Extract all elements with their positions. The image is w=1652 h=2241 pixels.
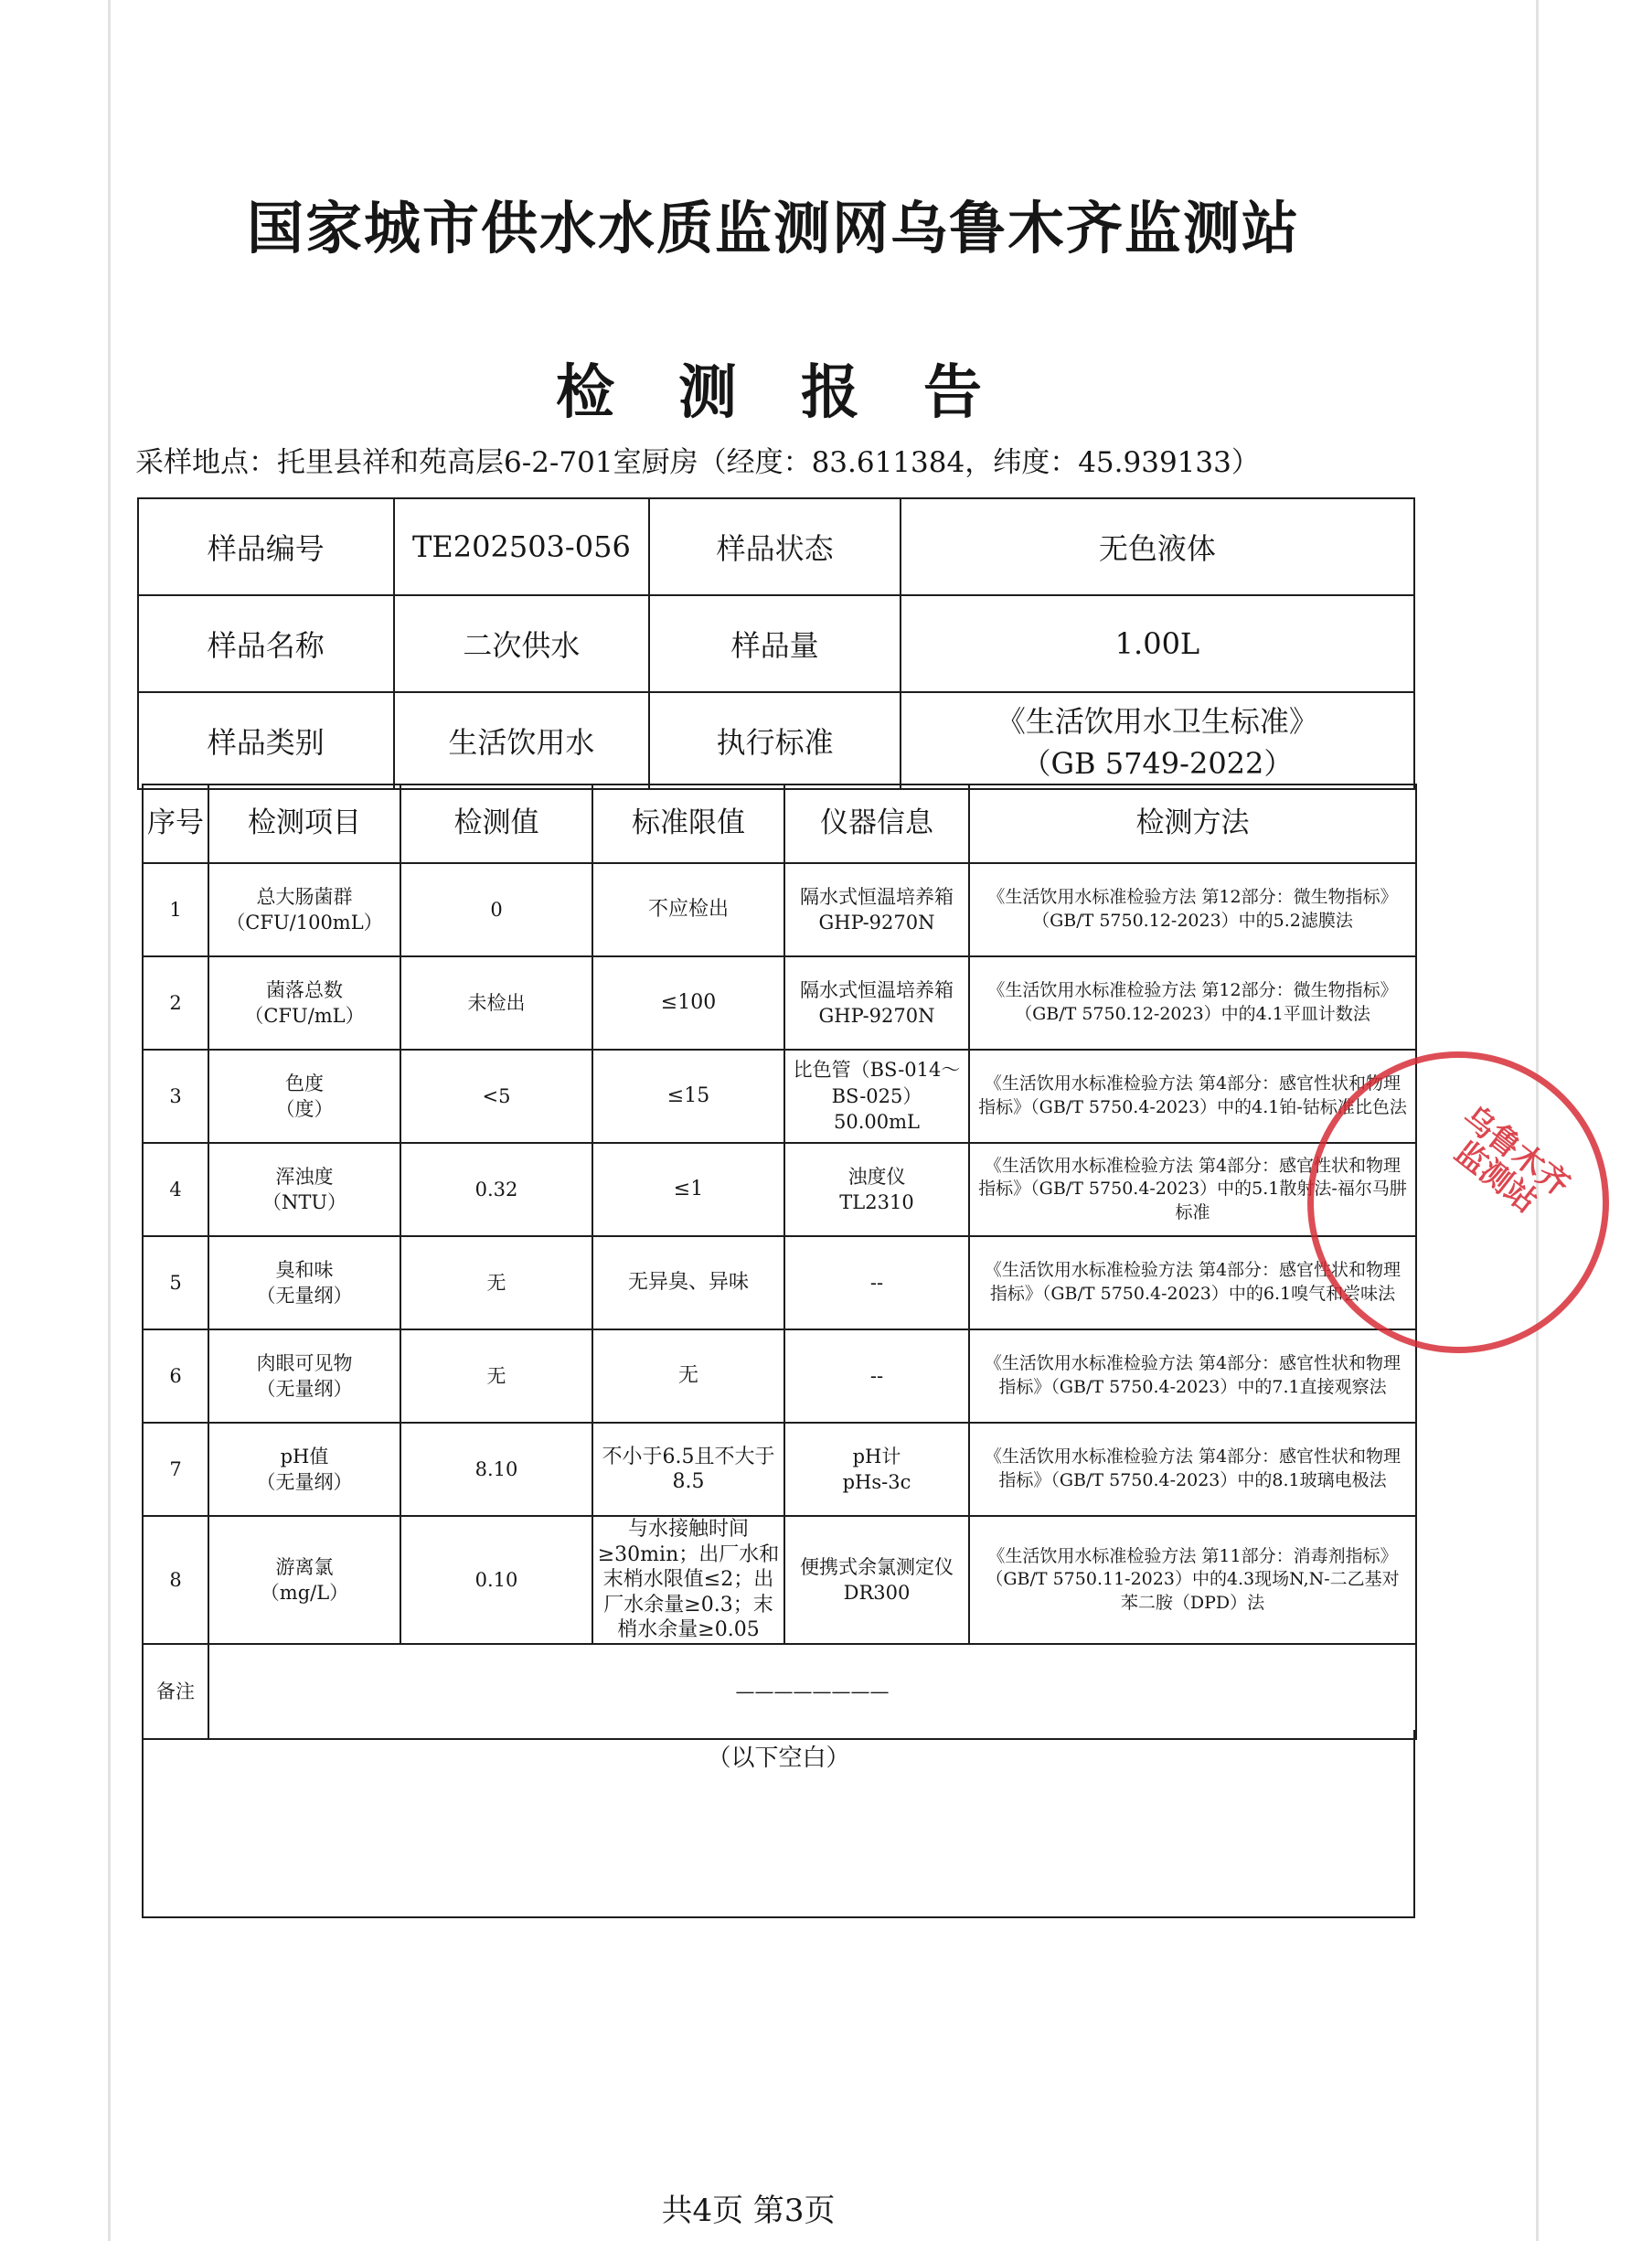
test-method: 《生活饮用水标准检验方法 第4部分：感官性状和物理指标》（GB/T 5750.4-2023）中的7.1直接观察法 (969, 1329, 1416, 1423)
test-item: 色度 （度） (208, 1050, 400, 1143)
info-label: 样品编号 (138, 498, 394, 595)
blank-note: （以下空白） (707, 1745, 850, 1772)
test-value: 0.32 (400, 1143, 592, 1236)
instrument-info: 隔水式恒温培养箱 GHP-9270N (784, 956, 969, 1050)
instrument-info: 比色管（BS-014～BS-025） 50.00mL (784, 1050, 969, 1143)
info-value: 生活饮用水 (394, 692, 650, 789)
blank-area (142, 1730, 1415, 1918)
test-method: 《生活饮用水标准检验方法 第11部分：消毒剂指标》（GB/T 5750.11-2023）中的4.3现场N,N-二乙基对苯二胺（DPD）法 (969, 1516, 1416, 1644)
test-item: 肉眼可见物 （无量纲） (208, 1329, 400, 1423)
standard-limit: ≤15 (592, 1050, 784, 1143)
table-row (143, 863, 1416, 956)
info-value: 无色液体 (901, 498, 1414, 595)
instrument-info: pH计 pHs-3c (784, 1423, 969, 1516)
page-footer: 共4页 第3页 (661, 2193, 836, 2229)
info-label: 样品类别 (138, 692, 394, 789)
info-label: 样品状态 (649, 498, 901, 595)
row-number: 7 (143, 1423, 208, 1516)
test-value: 0.10 (400, 1516, 592, 1644)
test-method: 《生活饮用水标准检验方法 第4部分：感官性状和物理指标》（GB/T 5750.4-2023）中的4.1铂-钴标准比色法 (969, 1050, 1416, 1143)
info-value: 《生活饮用水卫生标准》 （GB 5749-2022） (901, 692, 1414, 789)
standard-limit: 无 (592, 1329, 784, 1423)
test-value: 无 (400, 1236, 592, 1329)
column-header: 序号 (143, 784, 208, 863)
instrument-info: -- (784, 1236, 969, 1329)
table-row (143, 1423, 1416, 1516)
standard-limit: ≤100 (592, 956, 784, 1050)
row-number: 1 (143, 863, 208, 956)
info-label: 执行标准 (649, 692, 901, 789)
test-value: 0 (400, 863, 592, 956)
remark-row (143, 1644, 1416, 1739)
results-table (142, 784, 1417, 1740)
test-method: 《生活饮用水标准检验方法 第12部分：微生物指标》（GB/T 5750.12-2023）中的4.1平皿计数法 (969, 956, 1416, 1050)
row-number: 3 (143, 1050, 208, 1143)
remark-label: 备注 (143, 1644, 208, 1739)
test-method: 《生活饮用水标准检验方法 第4部分：感官性状和物理指标》（GB/T 5750.4-2023）中的5.1散射法-福尔马肼标准 (969, 1143, 1416, 1236)
scan-edge-left (108, 0, 111, 2241)
test-value: 8.10 (400, 1423, 592, 1516)
instrument-info: 浊度仪 TL2310 (784, 1143, 969, 1236)
info-value: 二次供水 (394, 595, 650, 692)
test-method: 《生活饮用水标准检验方法 第12部分：微生物指标》（GB/T 5750.12-2023）中的5.2滤膜法 (969, 863, 1416, 956)
test-item: 总大肠菌群 （CFU/100mL） (208, 863, 400, 956)
table-row (143, 1143, 1416, 1236)
column-header: 标准限值 (592, 784, 784, 863)
instrument-info: -- (784, 1329, 969, 1423)
info-row (138, 498, 1414, 595)
test-item: 游离氯 （mg/L） (208, 1516, 400, 1644)
organization-title: 国家城市供水水质监测网乌鲁木齐监测站 (246, 195, 1300, 261)
test-value: <5 (400, 1050, 592, 1143)
test-item: 臭和味 （无量纲） (208, 1236, 400, 1329)
row-number: 4 (143, 1143, 208, 1236)
row-number: 5 (143, 1236, 208, 1329)
report-title: 检测报告 (556, 359, 1046, 427)
standard-limit: 无异臭、异味 (592, 1236, 784, 1329)
info-label: 样品名称 (138, 595, 394, 692)
table-row (143, 1516, 1416, 1644)
column-header: 检测方法 (969, 784, 1416, 863)
info-row (138, 595, 1414, 692)
instrument-info: 隔水式恒温培养箱 GHP-9270N (784, 863, 969, 956)
standard-limit: ≤1 (592, 1143, 784, 1236)
stamp-text: 乌鲁木齐监测站 (1447, 1098, 1577, 1221)
test-value: 未检出 (400, 956, 592, 1050)
test-item: pH值 （无量纲） (208, 1423, 400, 1516)
test-item: 菌落总数 （CFU/mL） (208, 956, 400, 1050)
row-number: 2 (143, 956, 208, 1050)
results-header-row (143, 784, 1416, 863)
info-label: 样品量 (649, 595, 901, 692)
standard-limit: 不应检出 (592, 863, 784, 956)
table-row (143, 1329, 1416, 1423)
table-row (143, 1050, 1416, 1143)
test-method: 《生活饮用水标准检验方法 第4部分：感官性状和物理指标》（GB/T 5750.4-2023）中的6.1嗅气和尝味法 (969, 1236, 1416, 1329)
column-header: 检测值 (400, 784, 592, 863)
sampling-location: 采样地点：托里县祥和苑高层6-2-701室厨房（经度：83.611384，纬度：45.939133） (135, 446, 1260, 479)
info-row (138, 692, 1414, 789)
standard-limit: 与水接触时间≥30min；出厂水和末梢水限值≤2；出厂水余量≥0.3；末梢水余量≥0.05 (592, 1516, 784, 1644)
remark-value: ———————— (208, 1644, 1416, 1739)
row-number: 6 (143, 1329, 208, 1423)
info-value: 1.00L (901, 595, 1414, 692)
column-header: 仪器信息 (784, 784, 969, 863)
table-row (143, 956, 1416, 1050)
table-row (143, 1236, 1416, 1329)
sample-info-table (137, 497, 1415, 790)
test-item: 浑浊度 （NTU） (208, 1143, 400, 1236)
standard-limit: 不小于6.5且不大于8.5 (592, 1423, 784, 1516)
column-header: 检测项目 (208, 784, 400, 863)
test-value: 无 (400, 1329, 592, 1423)
row-number: 8 (143, 1516, 208, 1644)
info-value: TE202503-056 (394, 498, 650, 595)
test-method: 《生活饮用水标准检验方法 第4部分：感官性状和物理指标》（GB/T 5750.4-2023）中的8.1玻璃电极法 (969, 1423, 1416, 1516)
instrument-info: 便携式余氯测定仪 DR300 (784, 1516, 969, 1644)
